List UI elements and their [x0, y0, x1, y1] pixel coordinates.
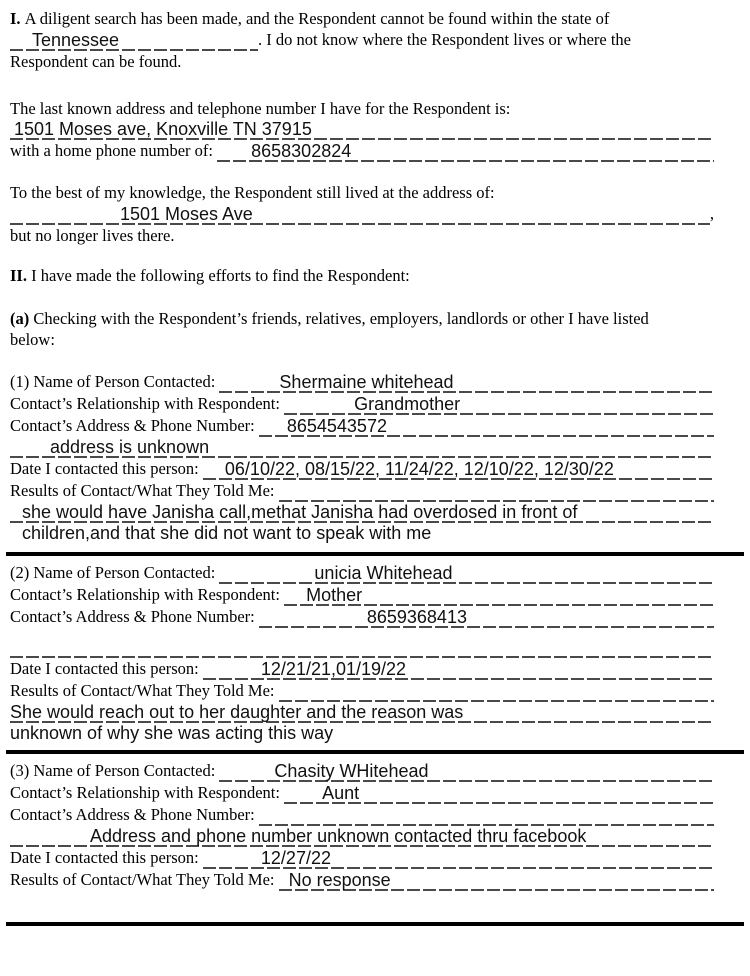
contact-1-relationship-value: Grandmother — [354, 394, 461, 414]
contact-2-relationship-field[interactable] — [284, 584, 714, 606]
section-1-numeral: I. — [10, 9, 21, 28]
separator-1 — [6, 552, 744, 556]
contact-3-number: (3) — [10, 761, 30, 780]
contact-1-address-label: Contact’s Address & Phone Number: — [10, 416, 255, 435]
contact-3-relationship-label: Contact’s Relationship with Respondent: — [10, 783, 280, 802]
no-longer-text: but no longer lives there. — [10, 226, 175, 245]
contact-2-name-row — [10, 562, 714, 584]
contact-2-date-value: 12/21/21,01/19/22 — [260, 659, 407, 679]
contact-3-date-row — [10, 847, 714, 869]
contact-3-date-value: 12/27/22 — [260, 848, 331, 868]
contact-1-address-value: 8654543572 — [286, 416, 387, 436]
contact-2-number: (2) — [10, 563, 30, 582]
contact-block-1 — [10, 371, 714, 544]
contact-1-number: (1) — [10, 372, 30, 391]
contact-1-results-field[interactable] — [279, 480, 714, 502]
contact-1-results-row — [10, 480, 714, 502]
home-phone-value: 8658302824 — [251, 141, 352, 161]
contact-2-name-value: unicia Whitehead — [314, 563, 453, 583]
contact-2-results-line-1-value: She would reach out to her daughter and the reason was — [10, 702, 464, 722]
last-known-address-field[interactable] — [10, 119, 714, 140]
still-lived-address-field[interactable] — [10, 203, 710, 225]
contact-1-date-field[interactable] — [203, 458, 714, 480]
contact-3-date-field[interactable] — [203, 847, 714, 869]
contact-1-results-label: Results of Contact/What They Told Me: — [10, 481, 275, 500]
contact-2-results-line-2-value: unknown of why she was acting this way — [10, 723, 334, 743]
contact-3-date-label: Date I contacted this person: — [10, 848, 199, 867]
section-1-intro — [10, 8, 714, 72]
contact-3-results-field[interactable] — [279, 869, 714, 891]
contact-2-results-line-2 — [10, 723, 714, 744]
contact-3-address-row — [10, 804, 714, 826]
contact-1-name-field[interactable] — [219, 371, 714, 393]
intro-line-1 — [10, 8, 714, 29]
contact-2-name-label: Name of Person Contacted: — [33, 563, 216, 582]
contact-3-address-field[interactable] — [259, 804, 714, 826]
contact-3-name-label: Name of Person Contacted: — [33, 761, 216, 780]
contact-3-name-value: Chasity WHitehead — [274, 761, 429, 781]
contact-1-results-line-2-field[interactable] — [10, 523, 714, 544]
contact-1-relationship-field[interactable] — [284, 393, 714, 415]
contact-1-results-line-1 — [10, 502, 714, 523]
contact-2-results-field[interactable] — [279, 680, 714, 702]
contact-1-name-label: Name of Person Contacted: — [33, 372, 216, 391]
contact-1-relationship-row — [10, 393, 714, 415]
last-known-intro: The last known address and telephone number I have for the Respondent is: — [10, 99, 511, 118]
contact-3-address-extra-value: Address and phone number unknown contacted thru facebook — [90, 826, 587, 846]
section-2a-text-2: below: — [10, 330, 55, 349]
contact-3-name-field[interactable] — [219, 760, 714, 782]
contact-3-results-row — [10, 869, 714, 891]
contact-3-relationship-field[interactable] — [284, 782, 714, 804]
contact-3-address-extra-field[interactable] — [10, 826, 714, 847]
separator-bottom — [6, 922, 744, 926]
contact-1-name-value: Shermaine whitehead — [279, 372, 454, 392]
contact-1-address-extra-value: address is unknown — [50, 437, 210, 457]
state-field[interactable] — [10, 29, 258, 51]
contact-1-address-field[interactable] — [259, 415, 714, 437]
separator-2 — [6, 750, 744, 754]
contact-2-address-label: Contact’s Address & Phone Number: — [10, 607, 255, 626]
still-lived-comma: , — [709, 204, 714, 223]
section-2-intro — [10, 265, 714, 286]
intro-line-2 — [10, 29, 714, 51]
contact-2-results-line-1-field[interactable] — [10, 702, 714, 723]
section-2-numeral: II. — [10, 266, 27, 285]
still-lived-group — [10, 182, 714, 246]
contact-3-relationship-row — [10, 782, 714, 804]
home-phone-label: with a home phone number of: — [10, 141, 213, 160]
contact-1-results-line-2-value: children,and that she did not want to speak with me — [22, 523, 432, 543]
contact-1-relationship-label: Contact’s Relationship with Respondent: — [10, 394, 280, 413]
state-value: Tennessee — [32, 30, 120, 50]
contact-1-address-extra-field[interactable] — [10, 437, 714, 458]
contact-2-relationship-row — [10, 584, 714, 606]
section-2a-text-1: Checking with the Respondent’s friends, relatives, employers, landlords or other I have listed — [33, 309, 649, 328]
last-known-address-value: 1501 Moses ave, Knoxville TN 37915 — [14, 119, 312, 139]
section-2a-line-1 — [10, 308, 714, 329]
contact-3-address-label: Contact’s Address & Phone Number: — [10, 805, 255, 824]
contact-2-address-extra-row — [10, 640, 714, 658]
contact-2-address-value: 8659368413 — [366, 607, 467, 627]
contact-1-date-value: 06/10/22, 08/15/22, 11/24/22, 12/10/22, 12/30/22 — [224, 459, 614, 479]
contact-2-results-label: Results of Contact/What They Told Me: — [10, 681, 275, 700]
contact-block-3 — [10, 760, 714, 891]
contact-2-relationship-label: Contact’s Relationship with Respondent: — [10, 585, 280, 604]
contact-2-date-row — [10, 658, 714, 680]
contact-1-name-row — [10, 371, 714, 393]
contact-3-results-value: No response — [288, 870, 391, 890]
home-phone-row — [10, 140, 714, 162]
still-lived-address-value: 1501 Moses Ave — [120, 204, 253, 224]
intro-text-1: A diligent search has been made, and the Respondent cannot be found within the state of — [24, 9, 610, 28]
contact-2-date-field[interactable] — [203, 658, 714, 680]
contact-2-results-line-2-field[interactable] — [10, 723, 714, 744]
section-2a-intro — [10, 308, 714, 350]
contact-1-date-label: Date I contacted this person: — [10, 459, 199, 478]
contact-2-relationship-value: Mother — [306, 585, 363, 605]
still-lived-intro: To the best of my knowledge, the Respondent still lived at the address of: — [10, 183, 495, 202]
contact-2-results-row — [10, 680, 714, 702]
contact-3-results-label: Results of Contact/What They Told Me: — [10, 870, 275, 889]
contact-2-address-row — [10, 606, 714, 628]
contact-1-address-extra-row — [10, 437, 714, 458]
section-2a-numeral: (a) — [10, 309, 30, 328]
contact-1-results-line-1-field[interactable] — [10, 502, 714, 523]
contact-2-name-field[interactable] — [219, 562, 714, 584]
home-phone-field[interactable] — [217, 140, 714, 162]
contact-1-results-line-1-value: she would have Janisha call,methat Janisha had overdosed in front of — [22, 502, 578, 522]
contact-2-date-label: Date I contacted this person: — [10, 659, 199, 678]
contact-3-relationship-value: Aunt — [322, 783, 360, 803]
last-known-address-row — [10, 119, 714, 140]
last-known-address-group — [10, 98, 714, 162]
intro-line-3: Respondent can be found. — [10, 52, 182, 71]
intro-text-2: . I do not know where the Respondent lives or where the — [258, 30, 631, 49]
contact-1-address-row — [10, 415, 714, 437]
contact-block-2 — [10, 562, 714, 744]
still-lived-address-row — [10, 203, 714, 225]
contact-2-address-field[interactable] — [259, 606, 714, 628]
contact-3-name-row — [10, 760, 714, 782]
contact-3-address-extra-row — [10, 826, 714, 847]
section-2-text: I have made the following efforts to find the Respondent: — [31, 266, 410, 285]
contact-2-results-line-1 — [10, 702, 714, 723]
contact-1-date-row — [10, 458, 714, 480]
contact-1-results-line-2 — [10, 523, 714, 544]
contact-2-address-extra-field[interactable] — [10, 640, 714, 658]
